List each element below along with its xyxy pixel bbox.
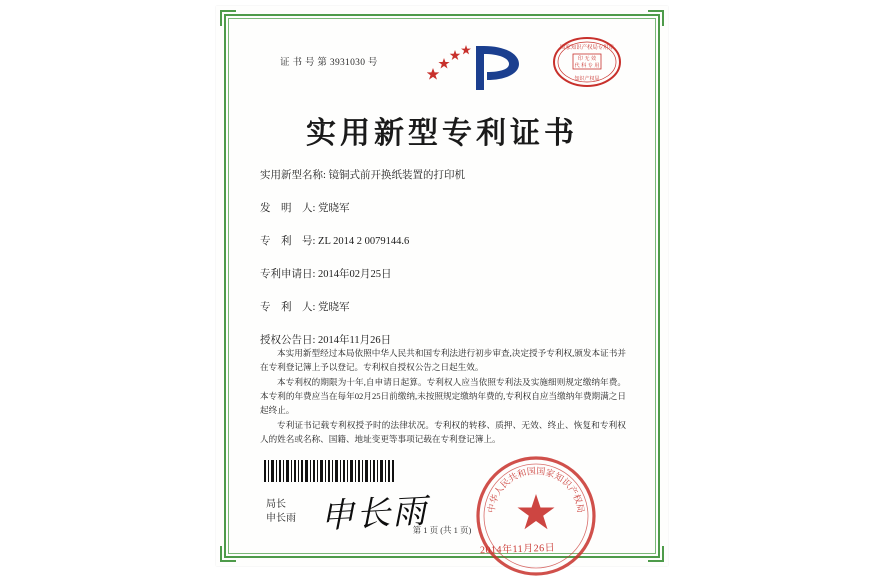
certificate-number: 证 书 号 第 3931030 号	[280, 58, 378, 68]
sipo-emblem-icon	[427, 38, 523, 96]
field-row	[260, 168, 628, 183]
field-label: 专 利 号:	[260, 236, 316, 247]
field-row	[260, 300, 628, 315]
page-footer: 第 1 页 (共 1 页)	[412, 525, 472, 535]
field-value: ZL 2014 2 0079144.6	[318, 236, 410, 247]
corner-ornament-bottom-right	[648, 546, 664, 562]
field-row	[260, 234, 628, 249]
office-seal-top	[550, 34, 624, 90]
body-paragraph: 本实用新型经过本局依照中华人民共和国专利法进行初步审查,决定授予专利权,颁发本证书并在专利登记簿上予以登记。专利权自授权公告之日起生效。	[260, 348, 626, 372]
certificate-content	[242, 28, 642, 557]
field-label: 授权公告日:	[260, 335, 316, 346]
corner-ornament-top-right	[648, 10, 664, 26]
field-label: 实用新型名称:	[260, 170, 326, 181]
director-label-line1: 局长	[266, 499, 286, 510]
svg-text:国家知识产权局专用章: 国家知识产权局专用章	[560, 45, 614, 51]
certificate-fields	[260, 168, 628, 366]
director-signature: 申长雨	[319, 491, 430, 537]
field-row	[260, 267, 628, 282]
seal-date: 2014年11月26日	[479, 542, 556, 557]
director-labels	[266, 498, 296, 526]
field-row	[260, 201, 628, 216]
corner-ornament-bottom-left	[220, 546, 236, 562]
certificate-sheet	[216, 6, 668, 566]
field-value: 2014年02月25日	[318, 269, 392, 280]
field-value: 2014年11月26日	[318, 335, 392, 346]
barcode	[264, 460, 394, 482]
legal-body-text	[260, 346, 626, 447]
field-value: 镜铜式前开换纸装置的打印机	[328, 170, 466, 181]
field-label: 专 利 人:	[260, 302, 316, 313]
field-value: 党晓军	[318, 203, 350, 214]
field-value: 党晓军	[318, 302, 350, 313]
director-label-line2: 申长雨	[266, 513, 296, 524]
page-title: 实用新型专利证书	[306, 116, 578, 151]
svg-text:印 无 效: 印 无 效	[577, 56, 597, 62]
corner-ornament-top-left	[220, 10, 236, 26]
svg-text:知识产权局: 知识产权局	[574, 76, 600, 82]
field-label: 发 明 人:	[260, 203, 316, 214]
svg-text:中华人民共和国国家知识产权局: 中华人民共和国国家知识产权局	[486, 466, 586, 514]
body-paragraph: 本专利权的期限为十年,自申请日起算。专利权人应当依照专利法及实施细则规定缴纳年费。本专利的年费应当在每年02月25日前缴纳,未按照规定缴纳年费的,专利权自应当缴纳年费期满之日起终止。	[260, 377, 626, 415]
national-seal	[474, 454, 598, 578]
field-label: 专利申请日:	[260, 269, 316, 280]
body-paragraph: 专利证书记载专利权授予时的法律状况。专利权的转移、质押、无效、终止、恢复和专利权人的姓名或名称、国籍、地址变更等事项记载在专利登记簿上。	[260, 420, 626, 444]
svg-text:代 科 专 用: 代 科 专 用	[574, 63, 600, 69]
